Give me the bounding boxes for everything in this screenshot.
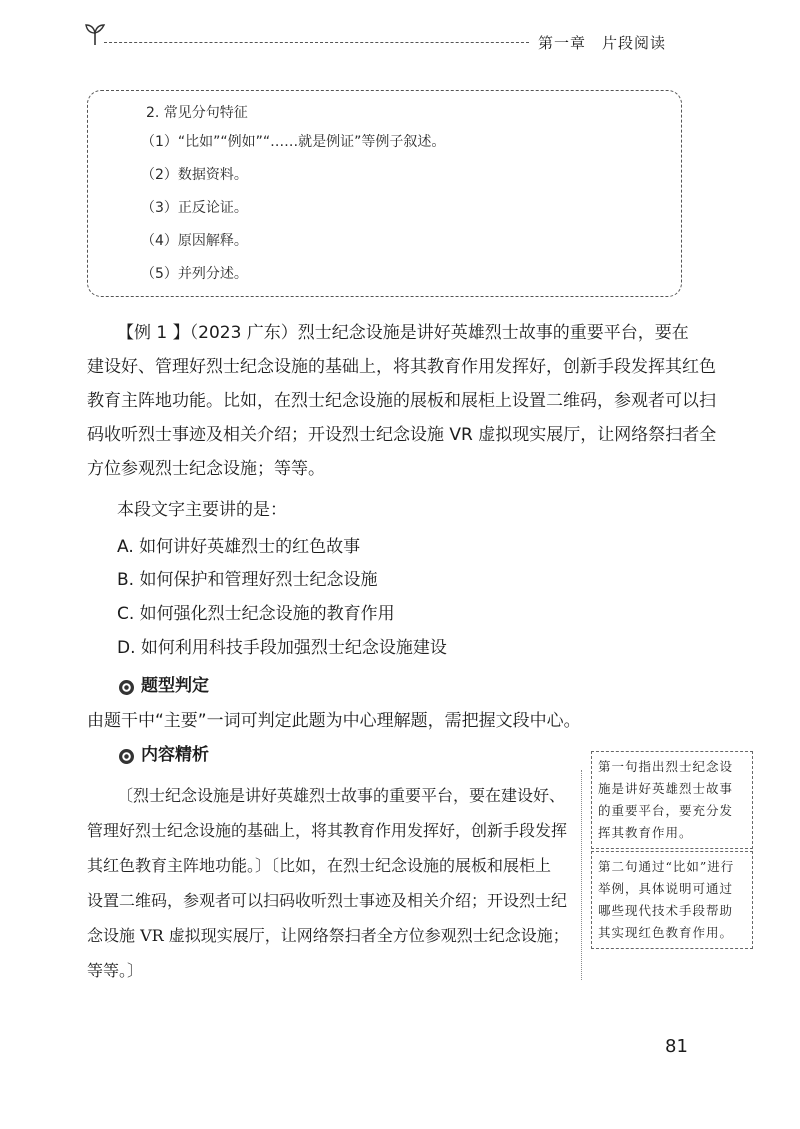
- page-number: 81: [665, 1036, 688, 1057]
- type-text: 由题干中“主要”一词可判定此题为中心理解题，需把握文段中心。: [87, 711, 581, 731]
- tip-item: （1）“比如”“例如”“……就是例证”等例子叙述。: [141, 134, 446, 150]
- analysis-line: 其红色教育主阵地功能。〕〔比如，在烈士纪念设施的展板和展柜上: [87, 856, 552, 875]
- analysis-line: 管理好烈士纪念设施的基础上，将其教育作用发挥好，创新手段发挥: [87, 821, 568, 840]
- tip-item: （3）正反论证。: [141, 200, 248, 216]
- margin-divider: [581, 770, 582, 980]
- margin-note-1: 第一句指出烈士纪念设施是讲好英雄烈士故事的重要平台，要充分发挥其教育作用。: [591, 751, 753, 849]
- example-line: 码收听烈士事迹及相关介绍；开设烈士纪念设施 VR 虚拟现实展厅，让网络祭扫者全: [87, 425, 717, 445]
- section-bullet-icon: [119, 680, 134, 695]
- example-line: 教育主阵地功能。比如，在烈士纪念设施的展板和展柜上设置二维码，参观者可以扫: [87, 391, 716, 411]
- example-line: 【例 1 】（2023 广东）烈士纪念设施是讲好英雄烈士故事的重要平台，要在: [117, 323, 689, 343]
- question-stem: 本段文字主要讲的是：: [117, 500, 287, 520]
- example-line: 方位参观烈士纪念设施；等等。: [87, 459, 325, 479]
- option-b: B. 如何保护和管理好烈士纪念设施: [117, 570, 378, 590]
- tip-item: （4）原因解释。: [141, 233, 248, 249]
- tip-item: （2）数据资料。: [141, 167, 248, 183]
- analysis-line: 〔烈士纪念设施是讲好英雄烈士故事的重要平台，要在建设好、: [117, 786, 566, 805]
- chapter-title: 第一章 片段阅读: [538, 34, 667, 52]
- option-d: D. 如何利用科技手段加强烈士纪念设施建设: [117, 638, 447, 658]
- analysis-line: 等等。〕: [87, 961, 144, 980]
- type-heading: 题型判定: [141, 676, 209, 696]
- analysis-line: 念设施 VR 虚拟现实展厅，让网络祭扫者全方位参观烈士纪念设施；: [87, 926, 569, 945]
- margin-note-2: 第二句通过“比如”进行举例，具体说明可通过哪些现代技术手段帮助其实现红色教育作用。: [591, 851, 753, 949]
- tip-item: （5）并列分述。: [141, 266, 248, 282]
- analysis-line: 设置二维码，参观者可以扫码收听烈士事迹及相关介绍；开设烈士纪: [87, 891, 568, 910]
- sprout-icon: [84, 22, 106, 46]
- example-line: 建设好、管理好烈士纪念设施的基础上，将其教育作用发挥好，创新手段发挥其红色: [87, 357, 716, 377]
- header-rule: [104, 42, 529, 43]
- tip-title: 2. 常见分句特征: [146, 105, 248, 121]
- analysis-heading: 内容精析: [141, 745, 209, 765]
- section-bullet-icon: [119, 749, 134, 764]
- option-c: C. 如何强化烈士纪念设施的教育作用: [117, 604, 395, 624]
- option-a: A. 如何讲好英雄烈士的红色故事: [117, 537, 361, 557]
